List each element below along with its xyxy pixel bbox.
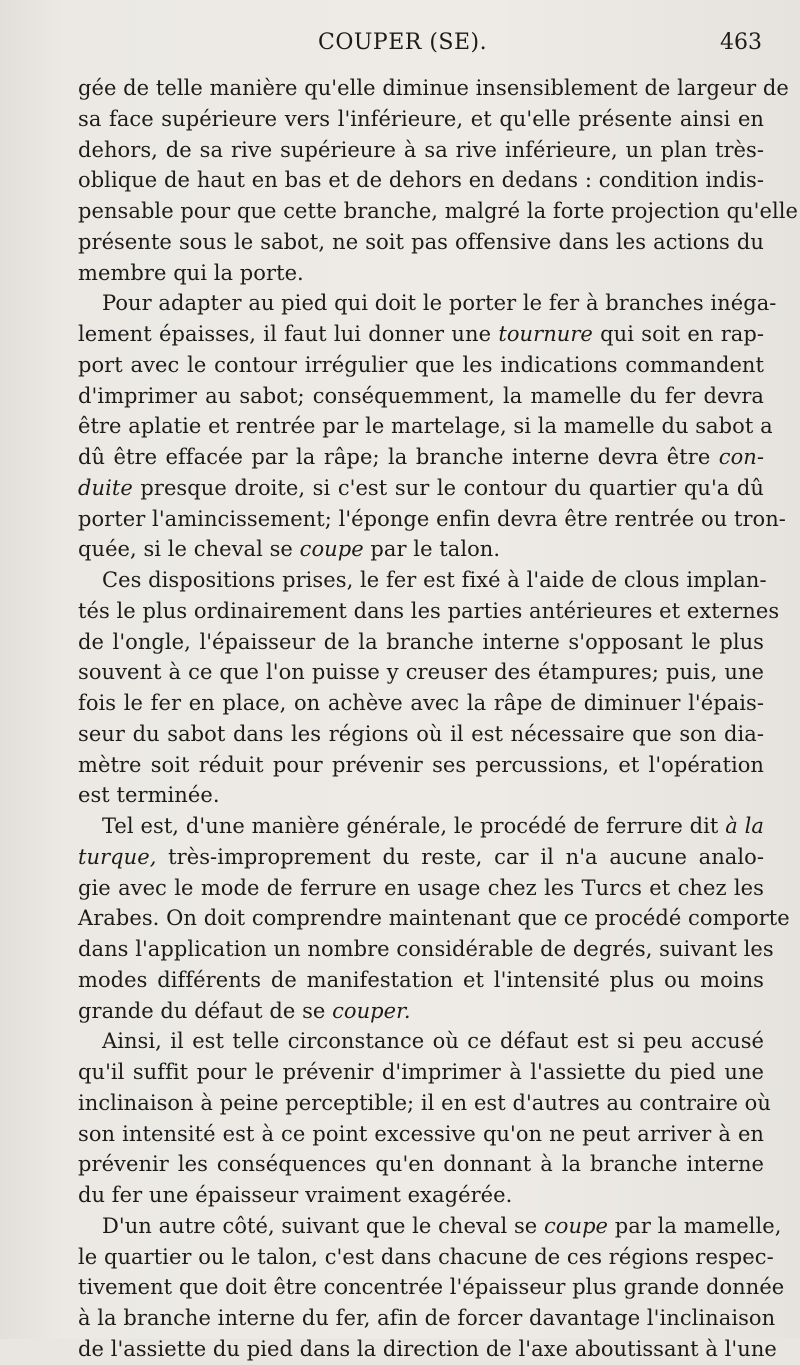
body-text <box>78 73 798 1365</box>
text-line: présente sous le sabot, ne soit pas offensive dans les actions du <box>78 229 764 254</box>
text-line: tivement que doit être concentrée l'épaisseur plus grande donnée <box>78 1275 785 1300</box>
text-line: qu'il suffit pour le prévenir d'imprimer à l'assiette du pied une <box>78 1060 764 1084</box>
text-line: Ces dispositions prises, le fer est fixé à l'aide de clous implan- <box>102 568 767 592</box>
text-line: à la branche interne du fer, afin de forcer davantage l'inclinaison <box>78 1306 776 1330</box>
text-line: modes différents de manifestation et l'intensité plus ou moins <box>78 967 764 992</box>
text-line: tés le plus ordinairement dans les parties antérieures et externes <box>78 598 780 623</box>
text-line: mètre soit réduit pour prévenir ses percussions, et l'opération <box>78 752 764 777</box>
text-line: son intensité est à ce point excessive qu'on ne peut arriver à en <box>78 1121 764 1146</box>
text-line: turque, très-improprement du reste, car il n'a aucune analo- <box>78 844 764 869</box>
text-line: le quartier ou le talon, c'est dans chacune de ces régions respec- <box>78 1244 774 1269</box>
text-line: souvent à ce que l'on puisse y creuser des étampures; puis, une <box>78 660 764 685</box>
text-line: grande du défaut de se couper. <box>78 998 411 1023</box>
text-line: pensable pour que cette branche, malgré la forte projection qu'elle <box>78 199 798 223</box>
text-line: port avec le contour irrégulier que les indications commandent <box>78 352 764 377</box>
text-line: Ainsi, il est telle circonstance où ce défaut est si peu accusé <box>102 1029 764 1054</box>
text-line: oblique de haut en bas et de dehors en dedans : condition indis- <box>78 168 764 193</box>
text-line: de l'assiette du pied dans la direction de l'axe aboutissant à l'une <box>78 1336 777 1361</box>
text-line: prévenir les conséquences qu'en donnant à la branche interne <box>78 1152 764 1177</box>
page-header <box>0 30 800 64</box>
text-line: duite presque droite, si c'est sur le contour du quartier qu'a dû <box>78 475 764 500</box>
text-line: de l'ongle, l'épaisseur de la branche interne s'opposant le plus <box>78 629 764 654</box>
running-head: COUPER (SE). <box>318 30 488 55</box>
text-line: membre qui la porte. <box>78 260 304 285</box>
text-line: quée, si le cheval se coupe par le talon. <box>78 537 501 562</box>
text-line: porter l'amincissement; l'éponge enfin devra être rentrée ou tron- <box>78 506 786 531</box>
text-line: d'imprimer au sabot; conséquemment, la mamelle du fer devra <box>78 383 764 408</box>
text-line: inclinaison à peine perceptible; il en est d'autres au contraire où <box>78 1090 771 1115</box>
text-line: Pour adapter au pied qui doit le porter le fer à branches inéga- <box>102 291 777 316</box>
text-line: dans l'application un nombre considérable de degrés, suivant les <box>78 937 774 961</box>
text-line: dehors, de sa rive supérieure à sa rive inférieure, un plan très- <box>78 137 764 162</box>
text-line: Tel est, d'une manière générale, le procédé de ferrure dit à la <box>102 814 764 838</box>
text-line: sa face supérieure vers l'inférieure, et qu'elle présente ainsi en <box>78 106 764 131</box>
text-line: gie avec le mode de ferrure en usage chez les Turcs et chez les <box>78 875 764 900</box>
text-line: gée de telle manière qu'elle diminue insensiblement de largeur de <box>78 76 789 100</box>
text-line: dû être effacée par la râpe; la branche interne devra être con- <box>78 445 764 469</box>
text-line: lement épaisses, il faut lui donner une tournure qui soit en rap- <box>78 322 764 346</box>
text-line: être aplatie et rentrée par le martelage, si la mamelle du sabot a <box>78 414 773 439</box>
text-line: est terminée. <box>78 783 220 808</box>
text-line: fois le fer en place, on achève avec la râpe de diminuer l'épais- <box>78 691 764 715</box>
text-line: seur du sabot dans les régions où il est nécessaire que son dia- <box>78 721 764 746</box>
page-number: 463 <box>720 30 762 55</box>
text-line: du fer une épaisseur vraiment exagérée. <box>78 1183 513 1207</box>
text-line: D'un autre côté, suivant que le cheval se coupe par la mamelle, <box>102 1213 782 1238</box>
text-line: Arabes. On doit comprendre maintenant que ce procédé comporte <box>78 906 790 931</box>
